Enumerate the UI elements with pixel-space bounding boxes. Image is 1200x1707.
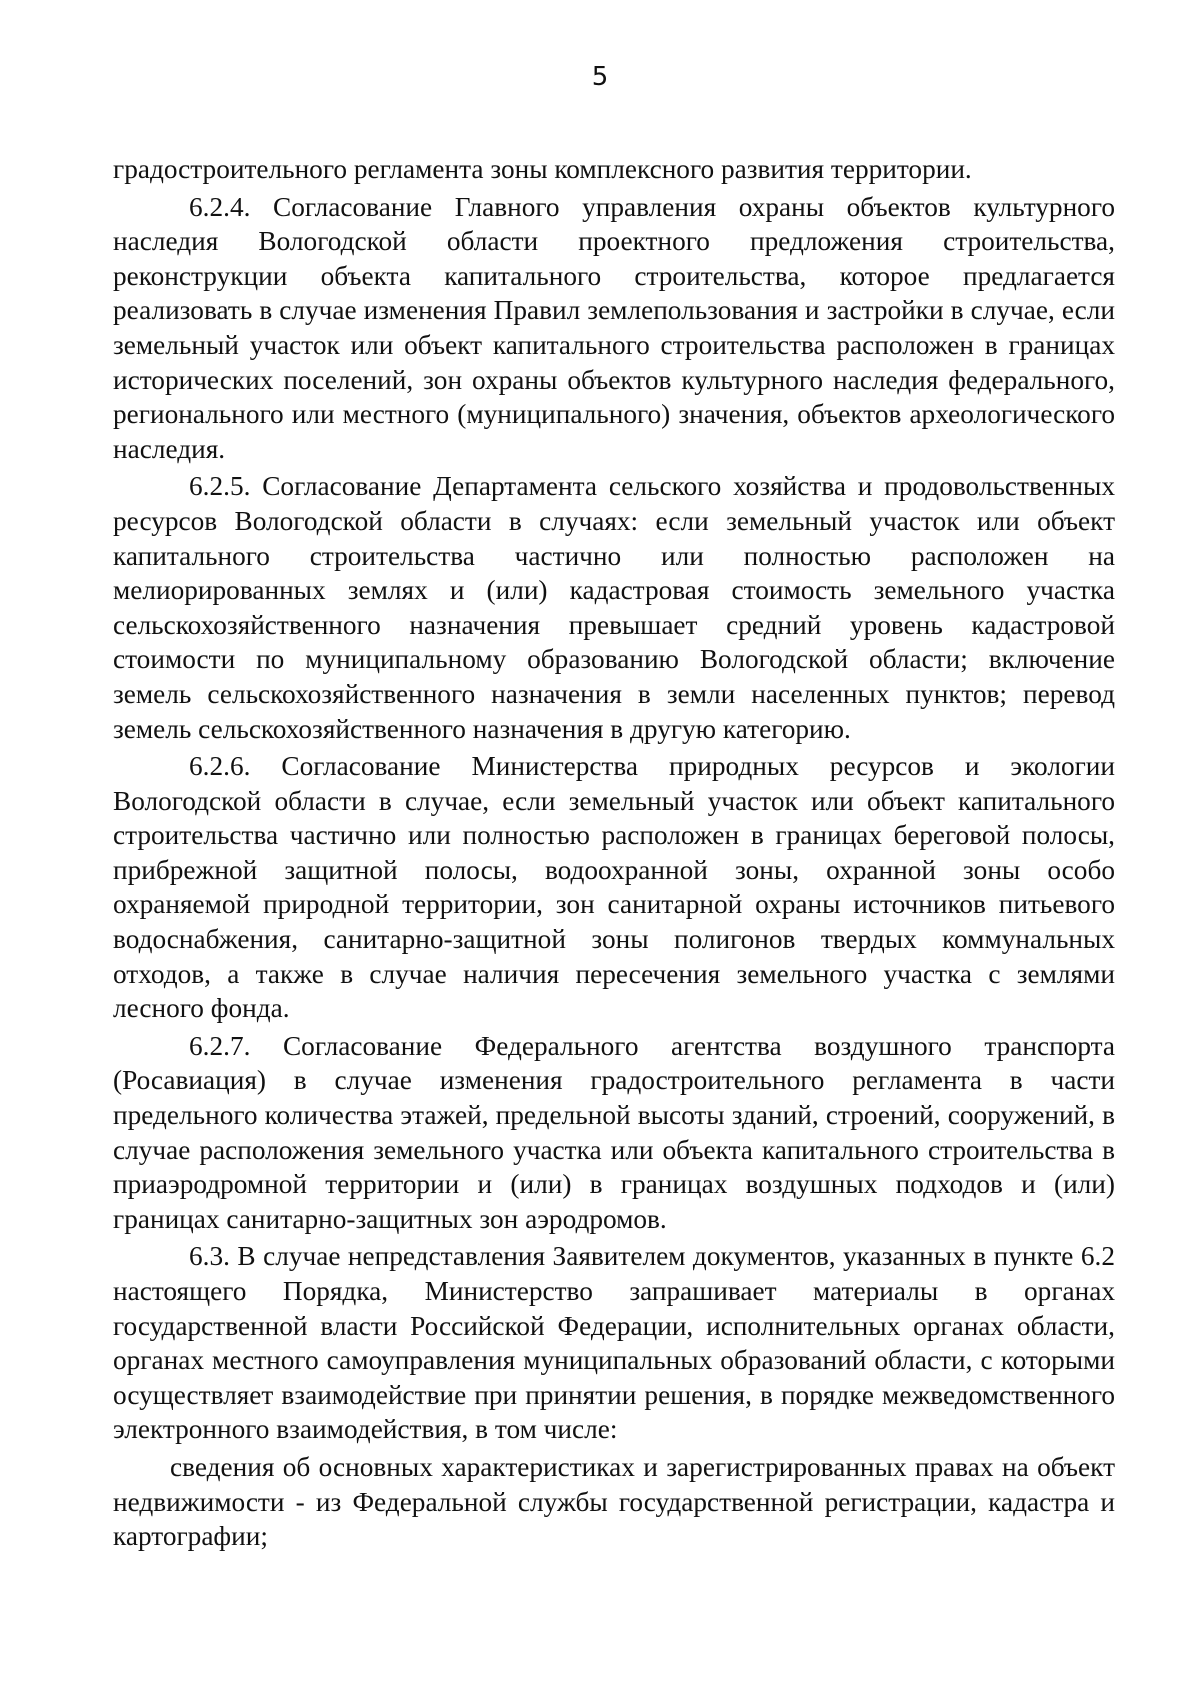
paragraph-6-2-4: 6.2.4. Согласование Главного управления охраны объектов культурного наследия Вологодской области проектного предложения строительства, реконструкции объекта капитального строительства, которое предлагается реализовать в случае изменения Правил землепользования и застройки в случае, если земельный участок или объект капитального строительства расположен в границах исторических поселений, зон охраны объектов культурного наследия федерального, регионального или местного (муниципального) значения, объектов археологического наследия. [113, 191, 1115, 464]
document-body [113, 152, 1115, 1557]
paragraph-6-2-5: 6.2.5. Согласование Департамента сельского хозяйства и продовольственных ресурсов Вологодской области в случаях: если земельный участок или объект капитального строительства частично или полностью расположен на мелиорированных землях и (или) кадастровая стоимость земельного участка сельскохозяйственного назначения превышает средний уровень кадастровой стоимости по муниципальному образованию Вологодской области; включение земель сельскохозяйственного назначения в земли населенных пунктов; перевод земель сельскохозяйственного назначения в другую категорию. [113, 471, 1115, 744]
paragraph-6-2-6: 6.2.6. Согласование Министерства природных ресурсов и экологии Вологодской области в случае, если земельный участок или объект капитального строительства частично или полностью расположен в границах береговой полосы, прибрежной защитной полосы, водоохранной зоны, охранной зоны особо охраняемой природной территории, зон санитарной охраны источников питьевого водоснабжения, санитарно-защитной зоны полигонов твердых коммунальных отходов, а также в случае наличия пересечения земельного участка с землями лесного фонда. [113, 751, 1115, 1024]
paragraph-continuation: градостроительного регламента зоны комплексного развития территории. [113, 154, 972, 184]
page-number: 5 [591, 62, 609, 92]
paragraph-list-item: сведения об основных характеристиках и зарегистрированных правах на объект недвижимости - из Федеральной службы государственной регистрации, кадастра и картографии; [113, 1451, 1115, 1552]
paragraph-6-2-7: 6.2.7. Согласование Федерального агентства воздушного транспорта (Росавиация) в случае изменения градостроительного регламента в части предельного количества этажей, предельной высоты зданий, строений, сооружений, в случае расположения земельного участка или объекта капитального строительства в приаэродромной территории и (или) в границах воздушных подходов и (или) границах санитарно-защитных зон аэродромов. [113, 1030, 1115, 1234]
paragraph-6-3: 6.3. В случае непредставления Заявителем документов, указанных в пункте 6.2 настоящего Порядка, Министерство запрашивает материалы в органах государственной власти Российской Федерации, исполнительных органах области, органах местного самоуправления муниципальных образований области, с которыми осуществляет взаимодействие при принятии решения, в порядке межведомственного электронного взаимодействия, в том числе: [113, 1241, 1115, 1445]
